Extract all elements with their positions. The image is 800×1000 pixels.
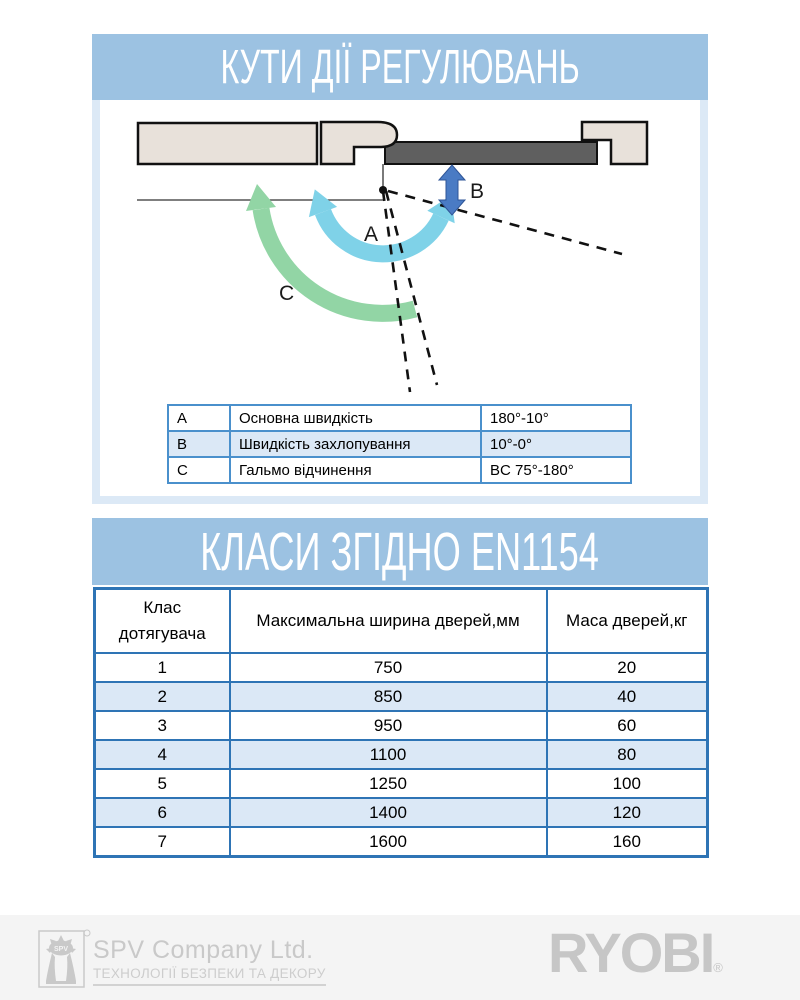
angles-section-title: КУТИ ДІЇ РЕГУЛЮВАНЬ bbox=[220, 40, 580, 94]
classes-section-header bbox=[92, 518, 708, 585]
table-row bbox=[95, 827, 708, 857]
legend-desc: Гальмо відчинення bbox=[230, 457, 481, 483]
arc-c-arrowhead-icon bbox=[246, 184, 276, 211]
table-row bbox=[95, 653, 708, 682]
cell-class: 3 bbox=[95, 711, 230, 740]
legend-value: 180°-10° bbox=[481, 405, 631, 431]
table-row bbox=[168, 457, 631, 483]
footer bbox=[0, 915, 800, 1000]
ryobi-logo bbox=[548, 921, 723, 984]
cell-mass: 100 bbox=[547, 769, 708, 798]
legend-desc: Основна швидкість bbox=[230, 405, 481, 431]
spv-emblem-icon bbox=[38, 929, 85, 986]
arc-a bbox=[323, 212, 441, 254]
door-position-dashed-line-2 bbox=[386, 191, 437, 385]
cell-mass: 20 bbox=[547, 653, 708, 682]
table-row bbox=[95, 682, 708, 711]
spv-tagline: ТЕХНОЛОГІЇ БЕЗПЕКИ ТА ДЕКОРУ bbox=[93, 967, 326, 986]
cell-width: 1100 bbox=[230, 740, 547, 769]
label-c: C bbox=[279, 282, 295, 305]
spv-company-name: SPV Company Ltd. bbox=[93, 936, 314, 964]
cell-width: 1600 bbox=[230, 827, 547, 857]
spv-emblem-graphic bbox=[38, 929, 92, 989]
legend-value: 10°-0° bbox=[481, 431, 631, 457]
legend-key: B bbox=[168, 431, 230, 457]
cell-width: 750 bbox=[230, 653, 547, 682]
cell-class: 5 bbox=[95, 769, 230, 798]
legend-value: BC 75°-180° bbox=[481, 457, 631, 483]
table-row bbox=[95, 740, 708, 769]
column-header-class: Клас дотягувача bbox=[95, 589, 230, 654]
cell-class: 1 bbox=[95, 653, 230, 682]
spv-emblem-text: SPV bbox=[53, 946, 69, 953]
cell-width: 1250 bbox=[230, 769, 547, 798]
cell-mass: 120 bbox=[547, 798, 708, 827]
column-header-width: Максимальна ширина дверей,мм bbox=[230, 589, 547, 654]
cell-mass: 60 bbox=[547, 711, 708, 740]
cell-class: 7 bbox=[95, 827, 230, 857]
door-position-dashed-line-1 bbox=[383, 191, 410, 392]
ryobi-registered-mark: ® bbox=[713, 960, 723, 975]
cell-width: 950 bbox=[230, 711, 547, 740]
table-row bbox=[168, 405, 631, 431]
table-row bbox=[95, 798, 708, 827]
spv-logo bbox=[38, 929, 326, 986]
column-header-mass: Маса дверей,кг bbox=[547, 589, 708, 654]
label-a: A bbox=[364, 223, 379, 246]
table-row bbox=[95, 711, 708, 740]
spv-text-block bbox=[93, 929, 326, 986]
cell-mass: 40 bbox=[547, 682, 708, 711]
table-row bbox=[168, 431, 631, 457]
wall-left bbox=[138, 123, 317, 164]
legend-key: C bbox=[168, 457, 230, 483]
door-leaf bbox=[385, 142, 597, 164]
cell-class: 2 bbox=[95, 682, 230, 711]
legend-key: A bbox=[168, 405, 230, 431]
angles-legend-table bbox=[167, 404, 632, 484]
ryobi-wordmark: RYOBI bbox=[548, 921, 714, 984]
legend-desc: Швидкість захлопування bbox=[230, 431, 481, 457]
cell-width: 1400 bbox=[230, 798, 547, 827]
label-b: B bbox=[470, 180, 485, 203]
table-header-row bbox=[95, 589, 708, 654]
door-closer-angle-diagram bbox=[92, 100, 708, 404]
angles-section-header bbox=[92, 34, 708, 100]
classes-section-title: КЛАСИ ЗГІДНО EN1154 bbox=[200, 521, 600, 582]
cell-class: 4 bbox=[95, 740, 230, 769]
cell-mass: 160 bbox=[547, 827, 708, 857]
cell-class: 6 bbox=[95, 798, 230, 827]
table-row bbox=[95, 769, 708, 798]
cell-width: 850 bbox=[230, 682, 547, 711]
en1154-classes-table bbox=[93, 587, 709, 858]
cell-mass: 80 bbox=[547, 740, 708, 769]
